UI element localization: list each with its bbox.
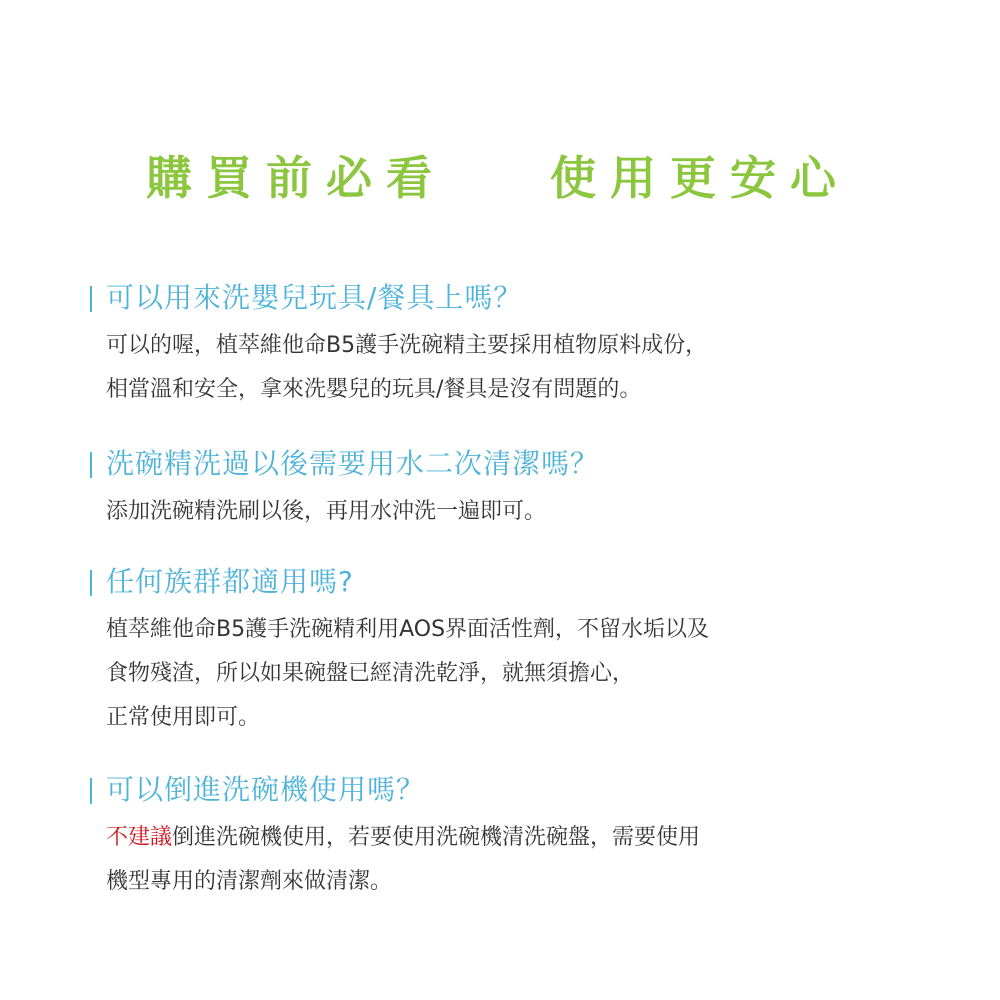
emphasis-text: 不建議 [106,825,173,850]
faq-question-text: 洗碗精洗過以後需要用水二次清潔嗎？ [106,447,600,480]
faq-answer-line: 機型專用的清潔劑來做清潔。 [106,869,393,894]
faq-answer-line: 相當溫和安全，拿來洗嬰兒的玩具/餐具是沒有問題的。 [106,377,642,402]
question-marker [90,286,92,312]
faq-question [90,770,890,810]
faq-question-text: 可以倒進洗碗機使用嗎？ [106,773,426,806]
faq-answer-line: 正常使用即可。 [106,705,261,730]
faq-answer-line [106,816,890,860]
faq-item-3 [90,562,890,740]
faq-answer-line: 植萃維他命B5護手洗碗精利用AOS界面活性劑，不留水垢以及 [106,617,710,642]
header-title-right: 使用更安心 [550,151,850,205]
faq-answer-line: 可以的喔，植萃維他命B5護手洗碗精主要採用植物原料成份， [106,333,708,358]
faq-answer [90,608,890,740]
question-marker [90,452,92,478]
question-marker [90,778,92,804]
faq-answer-line: 添加洗碗精洗刷以後，再用水沖洗一遍即可。 [106,499,547,524]
header-title-left: 購買前必看 [146,151,446,205]
question-marker [90,570,92,596]
faq-answer-text: 倒進洗碗機使用，若要使用洗碗機清洗碗盤，需要使用 [172,825,701,850]
page-header [0,148,1000,208]
faq-question-text: 可以用來洗嬰兒玩具/餐具上嗎？ [106,281,523,314]
faq-answer-line: 食物殘渣，所以如果碗盤已經清洗乾淨，就無須擔心， [106,661,635,686]
faq-question-text: 任何族群都適用嗎? [106,565,354,598]
faq-answer [90,324,890,412]
faq-item-2 [90,444,890,534]
faq-question [90,444,890,484]
faq-item-4 [90,770,890,904]
faq-answer [90,816,890,904]
faq-question [90,562,890,602]
faq-question [90,278,890,318]
faq-answer [90,490,890,534]
faq-item-1 [90,278,890,412]
